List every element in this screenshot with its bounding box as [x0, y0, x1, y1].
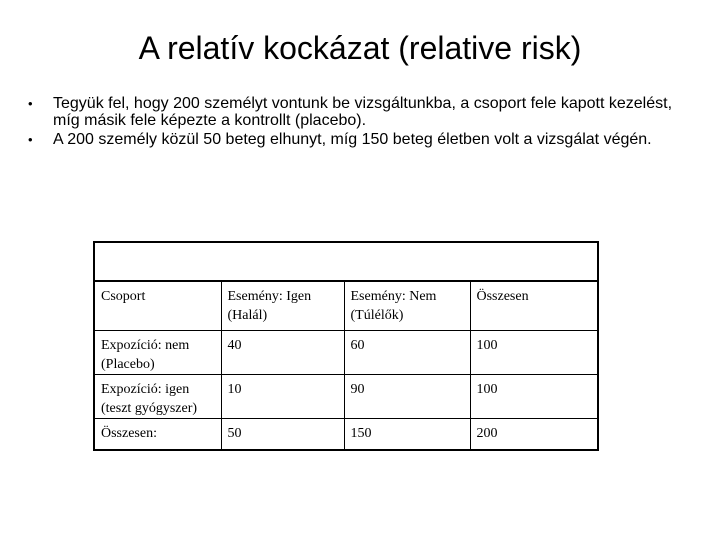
contingency-table — [95, 282, 597, 449]
table-cell: 60 — [344, 330, 470, 374]
bullet-list — [20, 95, 690, 150]
table-row — [95, 418, 597, 449]
bullet-item — [20, 95, 690, 129]
row-label: Összesen: — [95, 418, 221, 449]
bullet-dot-icon: • — [28, 132, 33, 147]
bullet-text: A 200 személy közül 50 beteg elhunyt, míg 150 beteg életben volt a vizsgálat végén. — [53, 131, 652, 148]
header-cell-event-yes: Esemény: Igen (Halál) — [221, 282, 344, 330]
table-header-strip — [95, 243, 597, 282]
table-cell: 100 — [470, 330, 597, 374]
header-cell-event-no: Esemény: Nem (Túlélők) — [344, 282, 470, 330]
table-row — [95, 374, 597, 418]
table-header-row — [95, 282, 597, 330]
header-cell-group: Csoport — [95, 282, 221, 330]
table-cell: 150 — [344, 418, 470, 449]
bullet-item — [20, 131, 690, 148]
table-row — [95, 330, 597, 374]
contingency-table-frame — [93, 241, 599, 451]
header-cell-total: Összesen — [470, 282, 597, 330]
row-label: Expozíció: nem (Placebo) — [95, 330, 221, 374]
bullet-dot-icon: • — [28, 96, 33, 111]
table-cell: 40 — [221, 330, 344, 374]
table-cell: 200 — [470, 418, 597, 449]
table-cell: 50 — [221, 418, 344, 449]
bullet-text: Tegyük fel, hogy 200 személyt vontunk be vizsgáltunkba, a csoport fele kapott kezelést, míg másik fele képezte a kontrollt (placebo). — [53, 95, 673, 129]
table-cell: 90 — [344, 374, 470, 418]
table-cell: 10 — [221, 374, 344, 418]
table-cell: 100 — [470, 374, 597, 418]
slide-title: A relatív kockázat (relative risk) — [138, 30, 582, 66]
row-label: Expozíció: igen (teszt gyógyszer) — [95, 374, 221, 418]
